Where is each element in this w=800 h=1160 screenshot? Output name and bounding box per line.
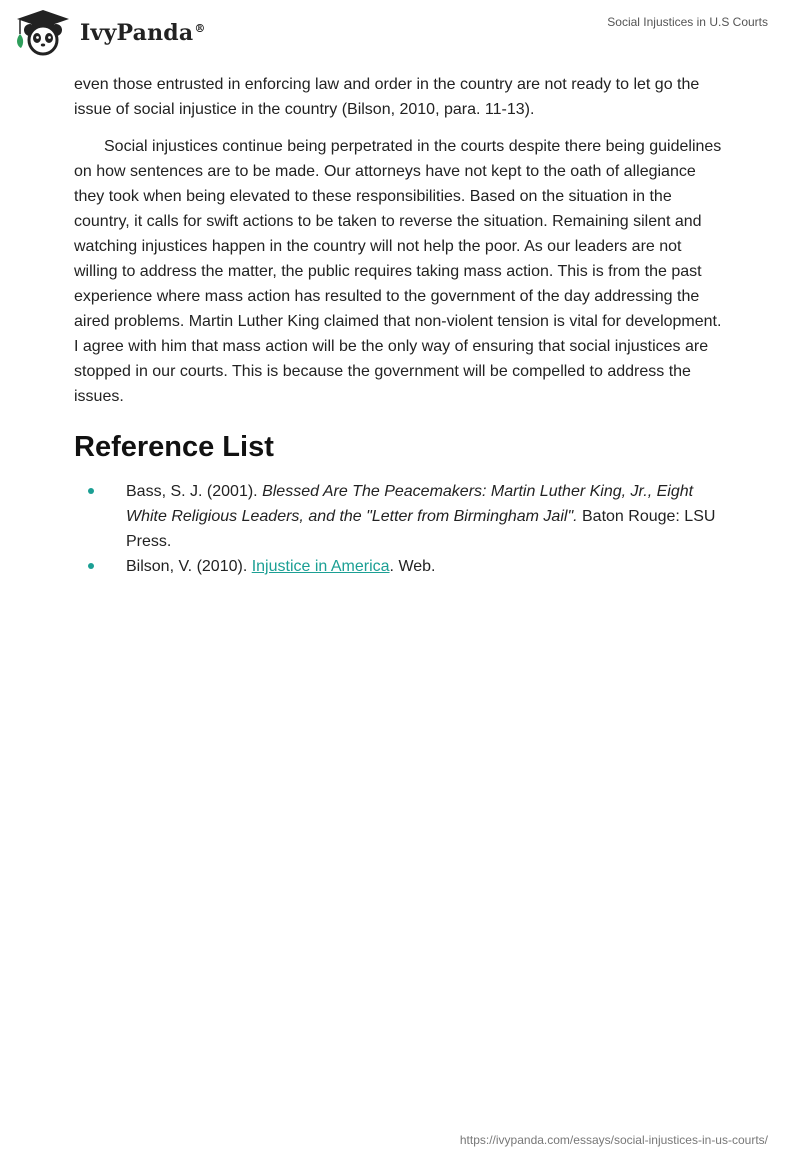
registered-mark: ® xyxy=(194,21,206,35)
reference-list-heading: Reference List xyxy=(74,431,274,463)
reference-authors: Bilson, V. (2010). xyxy=(126,558,252,575)
bullet-icon xyxy=(88,563,94,569)
essay-content xyxy=(74,72,726,579)
reference-title: Blessed Are The Peacemakers: Martin Luther King, Jr., Eight White Religious Leaders, and the "Letter from Birmingham Jail". xyxy=(126,483,694,525)
panda-graduate-icon xyxy=(14,8,72,56)
brand-name: IvyPanda xyxy=(80,20,194,46)
reference-item-bass xyxy=(74,479,726,554)
reference-publisher: Baton Rouge: LSU Press. xyxy=(126,508,716,550)
document-title: Social Injustices in U.S Courts xyxy=(607,15,768,29)
reference-item-bilson xyxy=(74,554,726,579)
reference-link[interactable]: Injustice in America xyxy=(251,558,390,575)
ivypanda-logo[interactable] xyxy=(14,8,206,56)
bullet-icon xyxy=(88,488,94,494)
reference-suffix: . Web. xyxy=(389,558,436,575)
page-header xyxy=(0,0,800,70)
paragraph-continued: even those entrusted in enforcing law and order in the country are not ready to let go the issue of social injustice in the country (Bilson, 2010, para. 11-13). xyxy=(74,76,700,118)
reference-list xyxy=(74,479,726,579)
paragraph: Social injustices continue being perpetrated in the courts despite there being guidelines on how sentences are to be made. Our attorneys have not kept to the oath of allegiance they took when being elevated to these responsibilities. Based on the situation in the country, it calls for swift actions to be taken to reverse the situation. Remaining silent and watching injustices happen in the country will not help the poor. As our leaders are not willing to address the matter, the public requires taking mass action. This is from the past experience where mass action has resulted to the government of the day addressing the aired problems. Martin Luther King claimed that non-violent tension is vital for development. I agree with him that mass action will be the only way of ensuring that social injustices are stopped in our courts. This is because the government will be compelled to address the issues. xyxy=(74,138,722,405)
footer-url[interactable]: https://ivypanda.com/essays/social-injustices-in-us-courts/ xyxy=(459,1133,768,1147)
reference-authors: Bass, S. J. (2001). xyxy=(126,483,263,500)
